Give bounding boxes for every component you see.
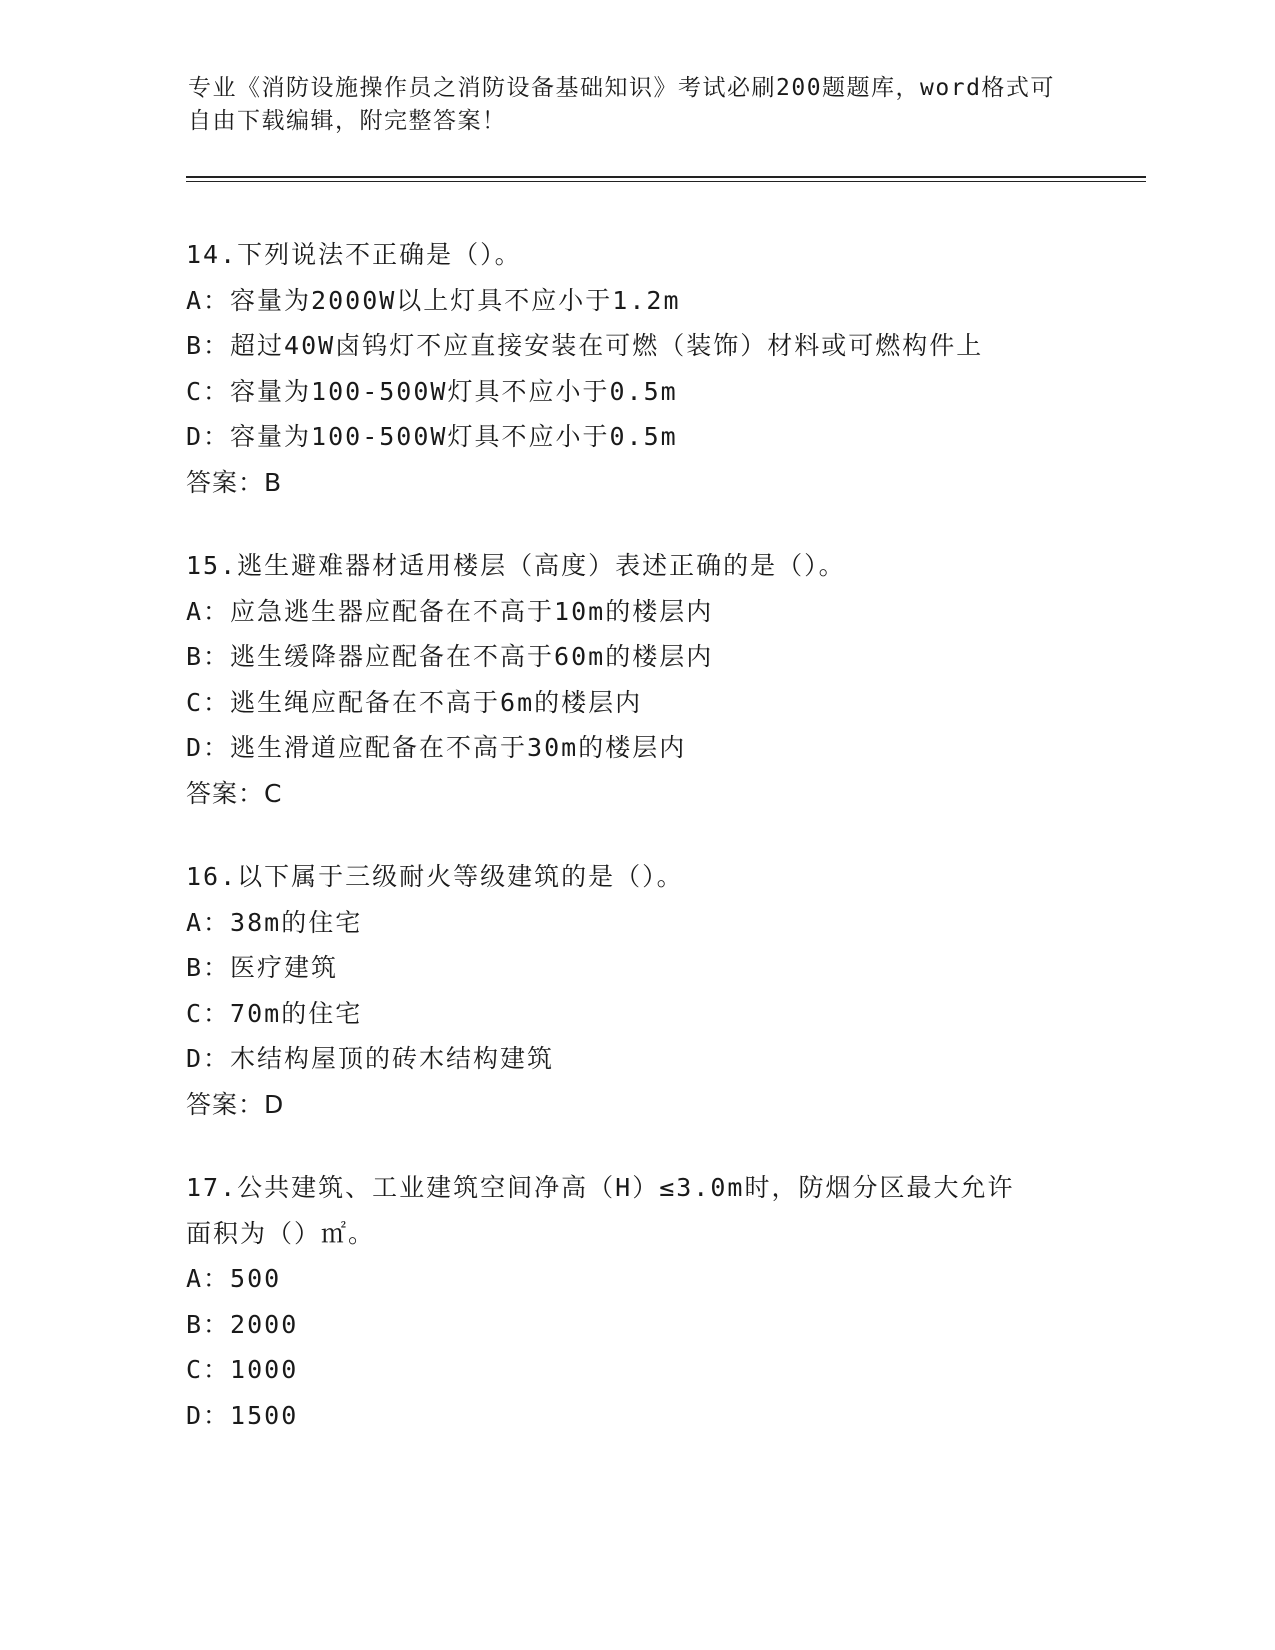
option-c: C：逃生绳应配备在不高于6m的楼层内 [186,687,643,717]
question-15 [186,543,1086,816]
question-list [186,232,1086,1476]
option-a: A：应急逃生器应配备在不高于10m的楼层内 [186,596,714,626]
answer-text: 答案：D [186,1089,285,1119]
option-d: D：1500 [186,1400,299,1430]
option-c: C：70m的住宅 [186,998,363,1028]
option-a: A：38m的住宅 [186,907,363,937]
header-line-2: 自由下载编辑，附完整答案！ [188,108,507,134]
option-a: A：容量为2000W以上灯具不应小于1.2m [186,285,681,315]
question-stem: 14.下列说法不正确是（）。 [186,240,522,269]
option-b: B：超过40W卤钨灯不应直接安装在可燃（装饰）材料或可燃构件上 [186,331,984,360]
option-a: A：500 [186,1264,282,1293]
question-16 [186,854,1086,1127]
option-b: B：逃生缓降器应配备在不高于60m的楼层内 [186,642,714,671]
question-stem-line-1: 17.公共建筑、工业建筑空间净高（H）≤3.0m时，防烟分区最大允许 [186,1173,1015,1202]
document-header [188,72,1088,138]
header-divider-thick [186,176,1146,178]
answer-text: 答案：B [186,467,283,497]
question-stem-line-2: 面积为（）㎡。 [186,1218,376,1248]
header-line-1: 专业《消防设施操作员之消防设备基础知识》考试必刷200题题库，word格式可 [188,75,1055,101]
option-b: B：2000 [186,1309,299,1339]
option-b: B：医疗建筑 [186,953,339,982]
answer-text: 答案：C [186,778,283,808]
option-c: C：容量为100-500W灯具不应小于0.5m [186,376,678,406]
option-d: D：逃生滑道应配备在不高于30m的楼层内 [186,733,687,762]
question-stem: 15.逃生避难器材适用楼层（高度）表述正确的是（）。 [186,551,846,580]
question-14 [186,232,1086,505]
option-c: C：1000 [186,1355,299,1384]
question-17 [186,1165,1086,1438]
header-divider-thin [186,181,1146,182]
option-d: D：木结构屋顶的砖木结构建筑 [186,1044,555,1073]
option-d: D：容量为100-500W灯具不应小于0.5m [186,422,678,451]
question-stem: 16.以下属于三级耐火等级建筑的是（）。 [186,862,684,891]
